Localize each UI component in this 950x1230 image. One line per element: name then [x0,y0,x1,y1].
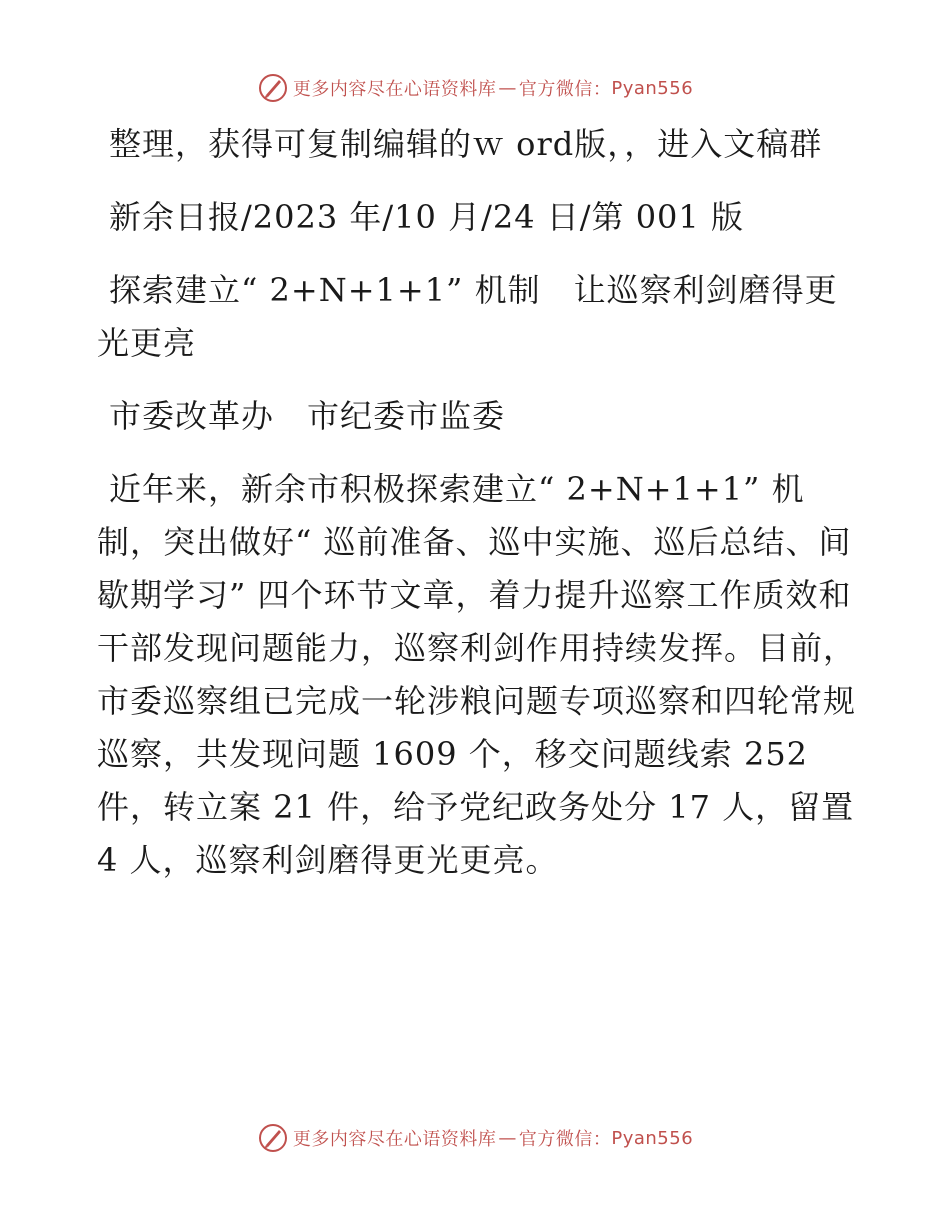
watermark-brand: 更多内容尽在心语资料库 [292,79,497,100]
paragraph-source: 新余日报/2023 年/10 月/24 日/第 001 版 [109,198,744,236]
paragraph-intro: 整理，获得可复制编辑的ｗ ord版，，进入文稿群 [109,125,823,163]
watermark-official: 官方微信： [518,1129,612,1150]
footer-watermark [0,1118,950,1158]
watermark-official: 官方微信： [518,79,612,100]
header-watermark [0,68,950,108]
watermark-account: Pyan556 [611,77,694,99]
watermark-brand: 更多内容尽在心语资料库 [292,1129,497,1150]
quill-logo-icon [257,72,289,104]
watermark-separator: — [498,77,517,99]
watermark-separator: — [498,1127,517,1149]
article-title: 探索建立“ 2+N+1+1” 机制 让巡察利剑磨得更光更亮 [97,271,838,362]
paragraph-body: 近年来，新余市积极探索建立“ 2+N+1+1” 机制，突出做好“ 巡前准备、巡中实施、巡后总结、间歇期学习” 四个环节文章，着力提升巡察工作质效和干部发现问题能力，巡察利剑作用持续发挥。目前，市委巡察组已完成一轮涉粮问题专项巡察和四轮常规巡察，共发现问题 1609 个，移交问题线索 252 件，转立案 21 件，给予党纪政务处分 17 人，留置 4 人，巡察利剑磨得更光更亮。 [97,470,857,879]
article-authors: 市委改革办 市纪委市监委 [109,397,506,435]
watermark-account: Pyan556 [611,1127,694,1149]
document-body [97,118,857,907]
quill-logo-icon [257,1122,289,1154]
